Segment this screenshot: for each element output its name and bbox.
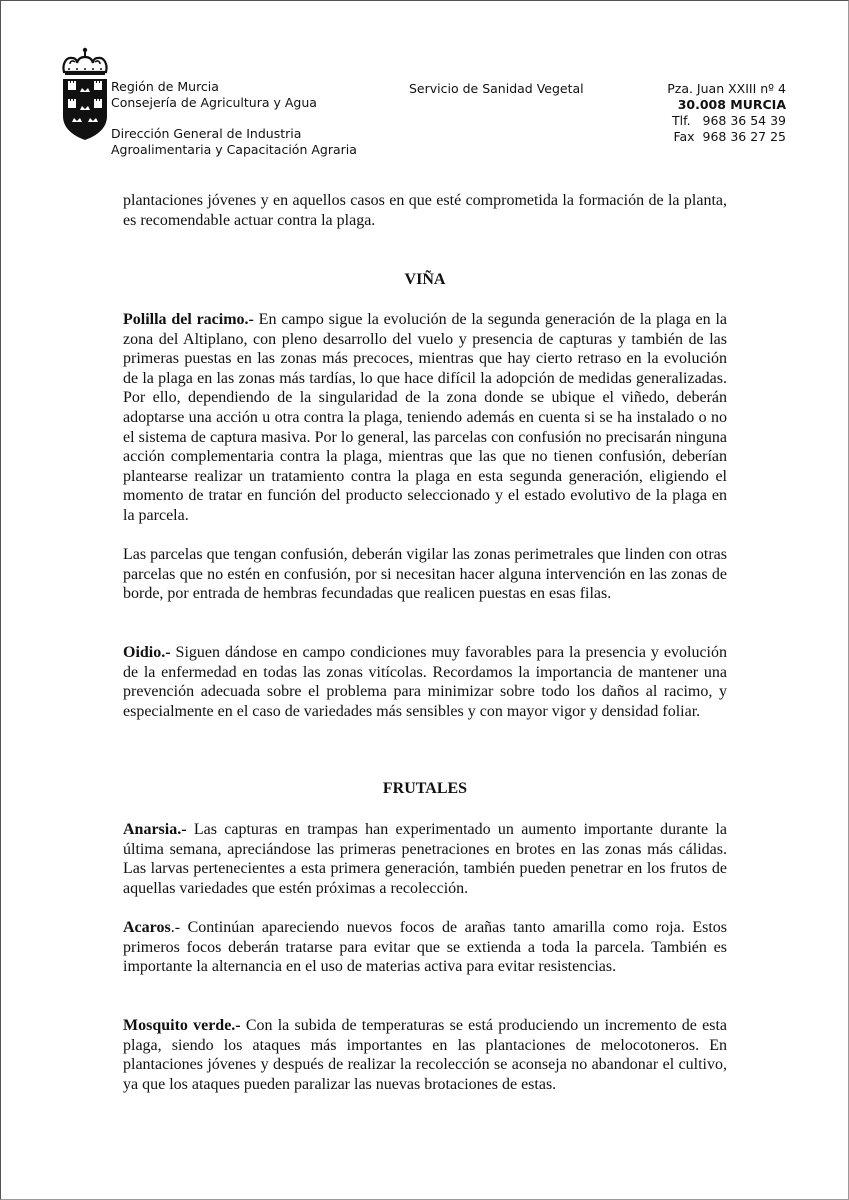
confusion-paragraph: Las parcelas que tengan confusión, deberán vigilar las zonas perimetrales que linden con otras parcelas que no estén en confusión, por si necesitan hacer alguna intervención en las zonas de borde, por entrada de hembras fecundadas que realicen puestas en esas filas. (123, 546, 727, 603)
department-line-1: Dirección General de Industria (111, 126, 302, 141)
address-street: Pza. Juan XXIII nº 4 (667, 81, 786, 96)
section-title-vina: VIÑA (404, 271, 446, 288)
oidio-paragraph (123, 643, 727, 721)
polilla-text: En campo sigue la evolución de la segunda generación de la plaga en la zona del Altiplano, con pleno desarrollo del vuelo y presencia de capturas y también de las primeras puestas en las zonas más precoces, mientras que hay cierto retraso en la evolución de la plaga en las zonas más tardías, lo que hace difícil la adopción de medidas generalizadas. Por ello, dependiendo de la singularidad de la zona donde se ubique el viñedo, deberán adoptarse una acción u otra contra la plaga, teniendo además en cuenta si se ha instalado o no el sistema de captura masiva. Por lo general, las parcelas con confusión no precisarán ninguna acción complementaria contra la plaga, mientras que las que no tienen confusión, deberían plantearse realizar un tratamiento contra la plaga en esta segunda generación, eligiendo el momento de tratar en función del producto seleccionado y el estado evolutivo de la plaga en la parcela. (123, 311, 727, 524)
mosquito-term: Mosquito verde.- (123, 1017, 241, 1034)
oidio-text: Siguen dándose en campo condiciones muy favorables para la presencia y evolución de la enfermedad en todas las zonas vitícolas. Recordamos la importancia de mantener una prevención adecuada sobre el problema para minimizar sobre todo los daños al racimo, y especialmente en el caso de variedades más sensibles y con mayor vigor y densidad foliar. (123, 644, 727, 720)
acaros-term: Acaros (123, 919, 171, 936)
service-name: Servicio de Sanidad Vegetal (409, 81, 584, 96)
address-city: 30.008 MURCIA (677, 97, 786, 112)
acaros-text: .- Continúan apareciendo nuevos focos de arañas tanto amarilla como roja. Estos primeros focos deberán tratarse para evitar que se extienda a toda la parcela. También es importante la alternancia en el uso de materias activa para evitar resistencias. (123, 919, 727, 976)
anarsia-term: Anarsia.- (123, 821, 187, 838)
mosquito-paragraph (123, 1016, 727, 1094)
organization-block (111, 79, 317, 111)
coat-of-arms-logo-icon (60, 46, 110, 141)
address-fax: Fax 968 36 27 25 (673, 129, 786, 144)
polilla-term: Polilla del racimo.- (123, 311, 254, 328)
section-title-frutales: FRUTALES (382, 780, 468, 797)
acaros-paragraph (123, 918, 727, 977)
region-name: Región de Murcia (111, 79, 219, 94)
oidio-term: Oidio.- (123, 644, 171, 661)
intro-paragraph: plantaciones jóvenes y en aquellos casos en que esté comprometida la formación de la planta, es recomendable actuar contra la plaga. (123, 192, 727, 229)
polilla-paragraph (123, 310, 727, 526)
department-block (111, 126, 357, 158)
ministry-name: Consejería de Agricultura y Agua (111, 95, 317, 110)
mosquito-text: Con la subida de temperaturas se está produciendo un incremento de esta plaga, siendo los ataques más importantes en las plantaciones de melocotoneros. En plantaciones jóvenes y después de realizar la recolección se aconseja no abandonar el cultivo, ya que los ataques pueden paralizar las nuevas brotaciones de estas. (123, 1017, 727, 1093)
anarsia-paragraph (123, 820, 727, 898)
department-line-2: Agroalimentaria y Capacitación Agraria (111, 142, 357, 157)
address-block (620, 81, 786, 145)
anarsia-text: Las capturas en trampas han experimentado un aumento importante durante la última semana, apreciándose las primeras penetraciones en brotes en las zonas más cálidas. Las larvas pertenecientes a esta primera generación, también pueden penetrar en los frutos de aquellas variedades que estén próximas a recolección. (123, 821, 727, 897)
address-phone: Tlf. 968 36 54 39 (672, 113, 786, 128)
